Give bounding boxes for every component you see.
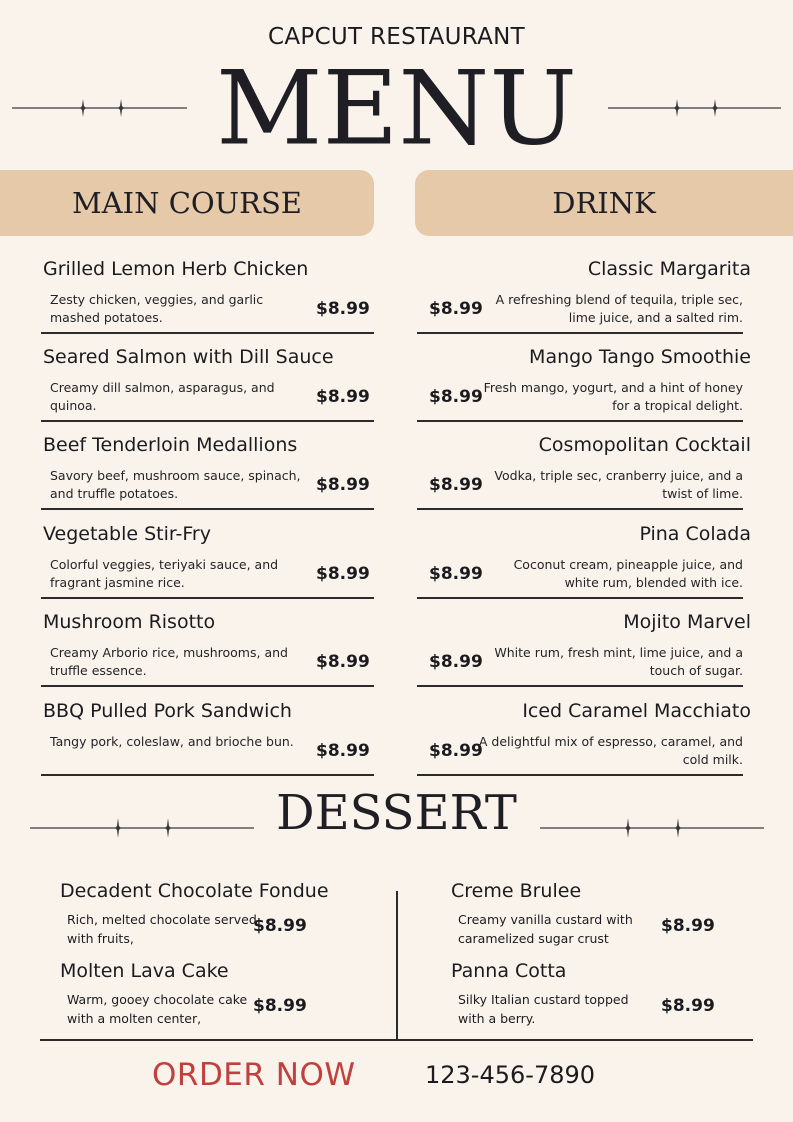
item-name: Creme Brulee: [451, 880, 582, 902]
divider: [417, 332, 743, 334]
menu-item: [417, 346, 751, 434]
divider: [417, 597, 743, 599]
main-course-header: [0, 170, 374, 236]
menu-item: [43, 258, 374, 346]
item-name: Pina Colada: [639, 523, 751, 545]
menu-item: [417, 523, 751, 611]
menu-item: [417, 434, 751, 522]
menu-item: [417, 611, 751, 699]
menu-item: [43, 523, 374, 611]
item-name: BBQ Pulled Pork Sandwich: [43, 700, 292, 722]
divider: [417, 420, 743, 422]
dessert-item: [451, 960, 751, 1030]
item-description: White rum, fresh mint, lime juice, and a touch of sugar.: [494, 645, 743, 678]
dessert-item: [60, 880, 380, 950]
dessert-item: [60, 960, 380, 1030]
divider: [417, 508, 743, 510]
sparkle-divider-right: [608, 98, 781, 118]
sparkle-divider-left: [12, 98, 187, 118]
item-description: Warm, gooey chocolate cake with a molten center,: [67, 992, 248, 1026]
item-description: Tangy pork, coleslaw, and brioche bun.: [50, 734, 294, 749]
dessert-item: [451, 880, 751, 950]
menu-item: [43, 434, 374, 522]
item-name: Vegetable Stir-Fry: [43, 523, 211, 545]
item-description: Fresh mango, yogurt, and a hint of honey for a tropical delight.: [483, 380, 743, 413]
item-description: Silky Italian custard topped with a berry.: [458, 992, 629, 1026]
divider: [41, 332, 374, 334]
item-name: Seared Salmon with Dill Sauce: [43, 346, 334, 368]
divider: [41, 597, 374, 599]
item-price: $8.99: [429, 652, 483, 672]
item-name: Panna Cotta: [451, 960, 567, 982]
item-price: $8.99: [316, 299, 370, 319]
item-description: Savory beef, mushroom sauce, spinach, and truffle potatoes.: [50, 468, 301, 501]
drink-header: [415, 170, 793, 236]
item-description: Coconut cream, pineapple juice, and white rum, blended with ice.: [513, 557, 743, 590]
item-name: Molten Lava Cake: [60, 960, 229, 982]
item-description: Rich, melted chocolate served with fruits,: [67, 912, 257, 946]
item-name: Mushroom Risotto: [43, 611, 216, 633]
item-price: $8.99: [316, 475, 370, 495]
divider: [417, 774, 743, 776]
item-name: Iced Caramel Macchiato: [522, 700, 751, 722]
item-name: Beef Tenderloin Medallions: [43, 434, 298, 456]
item-description: Colorful veggies, teriyaki sauce, and fragrant jasmine rice.: [50, 557, 279, 590]
divider: [41, 685, 374, 687]
item-price: $8.99: [661, 996, 715, 1016]
menu-item: [43, 346, 374, 434]
main-course-label: MAIN COURSE: [72, 186, 302, 220]
dessert-bottom-divider: [40, 1039, 753, 1041]
item-price: $8.99: [316, 387, 370, 407]
item-name: Grilled Lemon Herb Chicken: [43, 258, 309, 280]
item-description: A refreshing blend of tequila, triple sec, lime juice, and a salted rim.: [495, 292, 743, 325]
column-divider: [396, 891, 398, 1039]
item-description: Creamy vanilla custard with caramelized sugar crust: [458, 912, 633, 946]
divider: [417, 685, 743, 687]
drink-label: DRINK: [552, 186, 656, 220]
menu-item: [417, 258, 751, 346]
item-price: $8.99: [429, 387, 483, 407]
item-description: Zesty chicken, veggies, and garlic mashed potatoes.: [50, 292, 264, 325]
divider: [41, 508, 374, 510]
item-price: $8.99: [316, 741, 370, 761]
item-description: Creamy dill salmon, asparagus, and quinoa.: [50, 380, 275, 413]
item-name: Decadent Chocolate Fondue: [60, 880, 329, 902]
item-name: Classic Margarita: [587, 258, 751, 280]
item-description: Creamy Arborio rice, mushrooms, and truffle essence.: [50, 645, 288, 678]
sparkle-divider-right: [540, 818, 764, 838]
menu-item: [417, 700, 751, 788]
menu-item: [43, 700, 374, 788]
item-price: $8.99: [429, 741, 483, 761]
item-price: $8.99: [429, 564, 483, 584]
item-price: $8.99: [429, 475, 483, 495]
item-price: $8.99: [429, 299, 483, 319]
dessert-title: DESSERT: [276, 785, 517, 841]
phone-number[interactable]: 123-456-7890: [425, 1061, 596, 1089]
item-description: Vodka, triple sec, cranberry juice, and a twist of lime.: [494, 468, 743, 501]
item-price: $8.99: [316, 564, 370, 584]
item-name: Cosmopolitan Cocktail: [538, 434, 751, 456]
divider: [41, 420, 374, 422]
item-name: Mojito Marvel: [623, 611, 751, 633]
item-price: $8.99: [661, 916, 715, 936]
item-price: $8.99: [316, 652, 370, 672]
divider: [41, 774, 374, 776]
menu-item: [43, 611, 374, 699]
item-price: $8.99: [253, 996, 307, 1016]
order-now-button[interactable]: ORDER NOW: [152, 1057, 356, 1093]
item-name: Mango Tango Smoothie: [529, 346, 751, 368]
menu-title: MENU: [215, 48, 578, 168]
item-price: $8.99: [253, 916, 307, 936]
item-description: A delightful mix of espresso, caramel, and cold milk.: [478, 734, 743, 767]
restaurant-name: CAPCUT RESTAURANT: [268, 24, 525, 50]
